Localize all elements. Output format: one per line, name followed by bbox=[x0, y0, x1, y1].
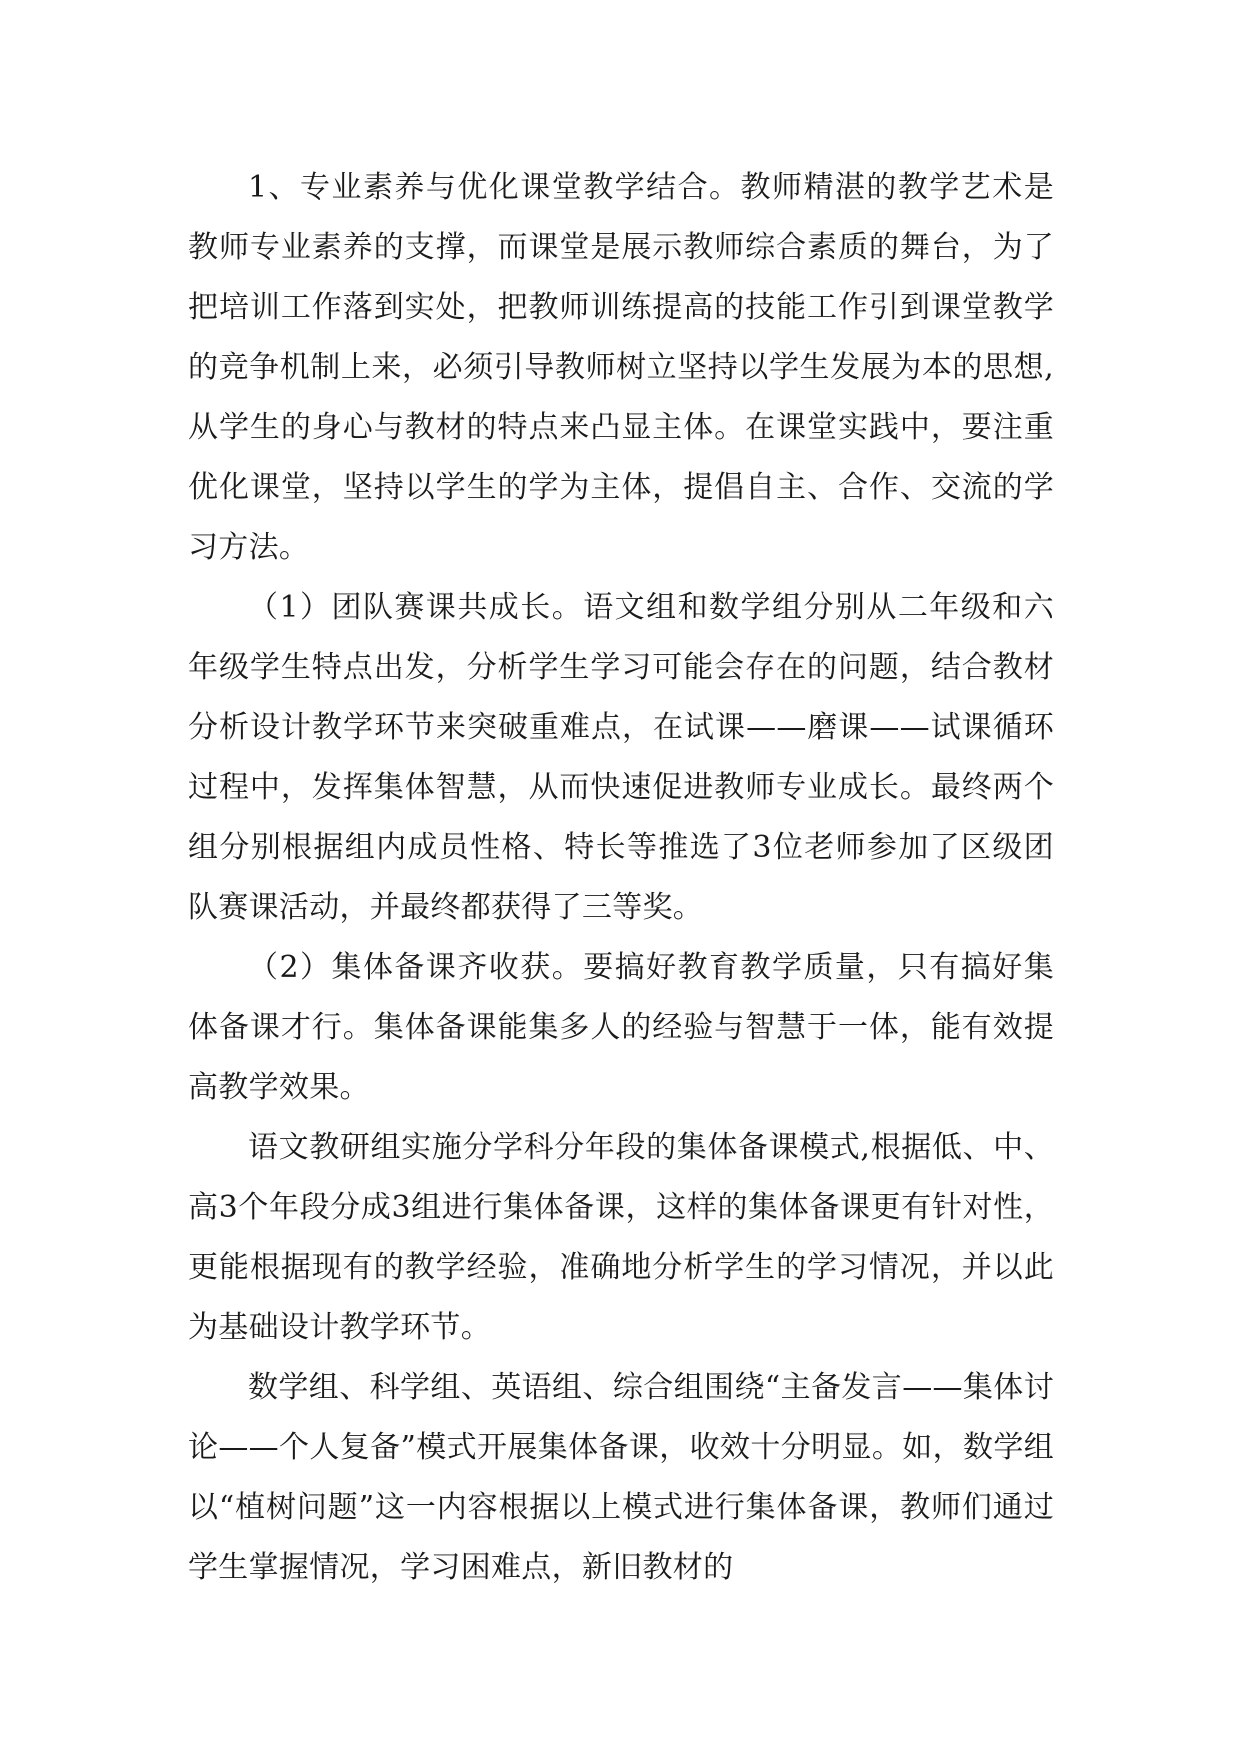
paragraph-chinese-group-prep: 语文教研组实施分学科分年段的集体备课模式,根据低、中、高3个年段分成3组进行集体备课，这样的集体备课更有针对性，更能根据现有的教学经验，准确地分析学生的学习情况，并以此为基础设计教学环节。 bbox=[188, 1130, 1054, 1345]
paragraph-professional-literacy: 1、专业素养与优化课堂教学结合。教师精湛的教学艺术是教师专业素养的支撑，而课堂是展示教师综合素质的舞台，为了把培训工作落到实处，把教师训练提高的技能工作引到课堂教学的竞争机制上来，必须引导教师树立坚持以学生发展为本的思想,从学生的身心与教材的特点来凸显主体。在课堂实践中，要注重优化课堂，坚持以学生的学为主体，提倡自主、合作、交流的学习方法。 bbox=[188, 170, 1054, 565]
paragraph-team-lesson-contest: （1）团队赛课共成长。语文组和数学组分别从二年级和六年级学生特点出发，分析学生学习可能会存在的问题，结合教材分析设计教学环节来突破重难点，在试课——磨课——试课循环过程中，发挥集体智慧，从而快速促进教师专业成长。最终两个组分别根据组内成员性格、特长等推选了3位老师参加了区级团队赛课活动，并最终都获得了三等奖。 bbox=[188, 590, 1054, 925]
document-body bbox=[188, 158, 1054, 1598]
paragraph-math-science-group-prep: 数学组、科学组、英语组、综合组围绕“主备发言——集体讨论——个人复备”模式开展集体备课，收效十分明显。如，数学组以“植树问题”这一内容根据以上模式进行集体备课，教师们通过学生掌握情况，学习困难点，新旧教材的 bbox=[188, 1370, 1054, 1585]
paragraph-collective-lesson-prep: （2）集体备课齐收获。要搞好教育教学质量，只有搞好集体备课才行。集体备课能集多人的经验与智慧于一体，能有效提高教学效果。 bbox=[188, 950, 1054, 1105]
